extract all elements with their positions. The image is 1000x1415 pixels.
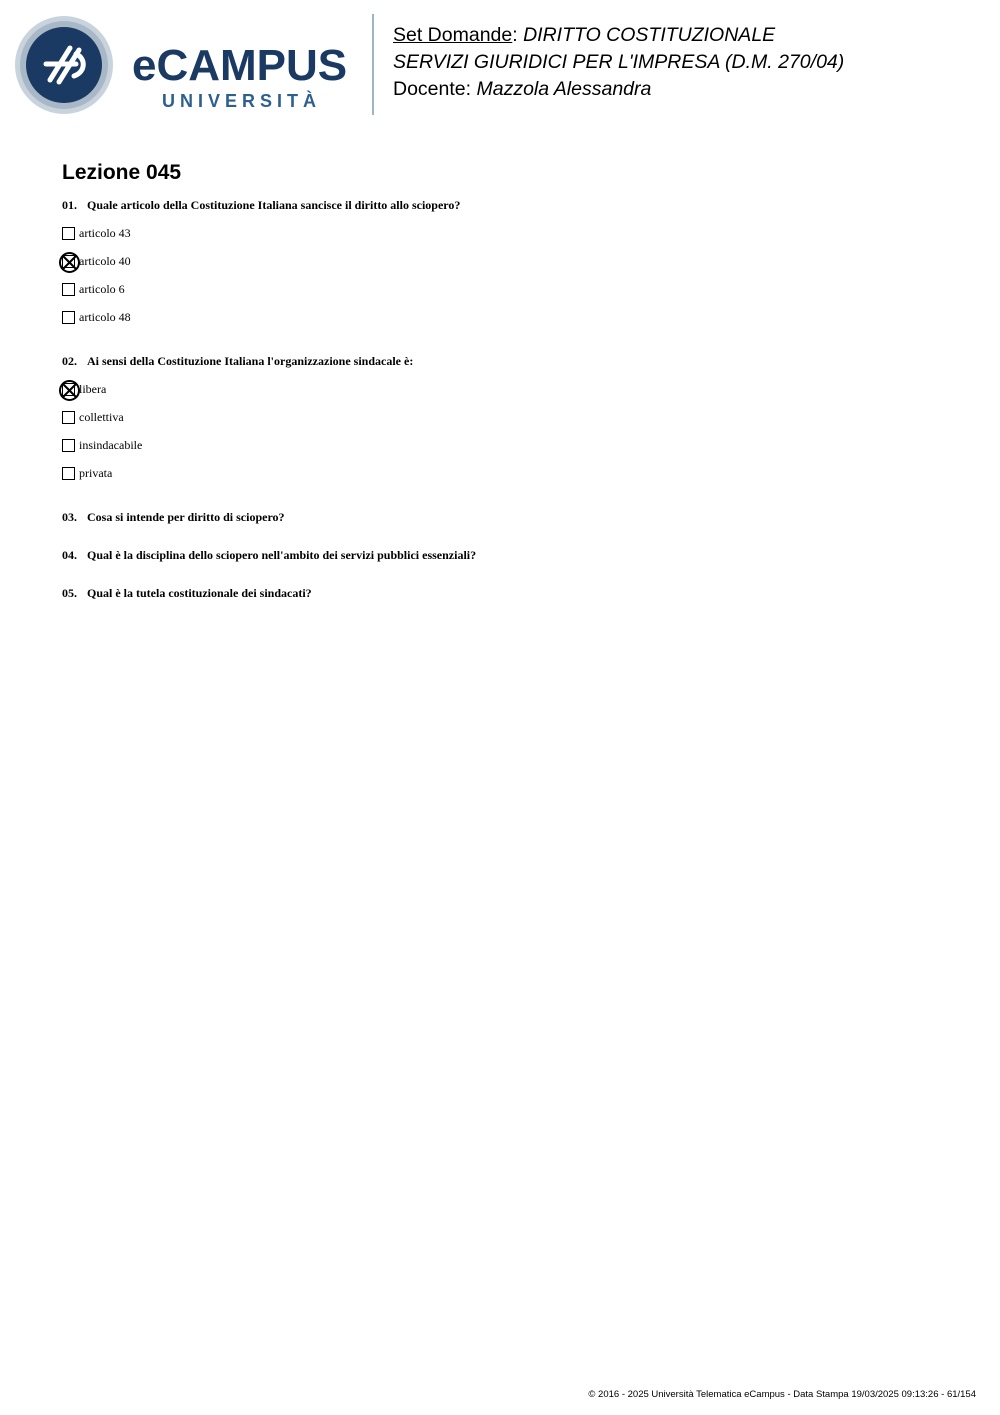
question-text: Cosa si intende per diritto di sciopero?: [87, 510, 285, 524]
answer-option-label: articolo 6: [79, 281, 125, 296]
answer-option-label: articolo 40: [79, 253, 131, 268]
checked-checkbox[interactable]: [62, 383, 75, 396]
question-number: 02.: [62, 354, 77, 368]
question-text: Qual è la disciplina dello sciopero nell'ambito dei servizi pubblici essenziali?: [87, 548, 477, 562]
checked-checkbox[interactable]: [62, 255, 75, 268]
answer-option[interactable]: [62, 247, 942, 275]
question-4: [62, 547, 942, 563]
answer-option[interactable]: [62, 403, 942, 431]
docente-label: Docente:: [393, 78, 472, 100]
logo-sub-text: UNIVERSITÀ: [162, 91, 322, 111]
checkbox[interactable]: [62, 439, 75, 452]
checkbox[interactable]: [62, 227, 75, 240]
logo-brand-text: eCAMPUS: [132, 41, 348, 90]
answer-option-label: articolo 43: [79, 225, 131, 240]
answer-option-label: insindacabile: [79, 437, 143, 452]
header-divider: [372, 14, 374, 115]
question-number: 05.: [62, 586, 77, 600]
question-number: 03.: [62, 510, 77, 524]
question-text-row: [62, 509, 942, 525]
answer-option[interactable]: [62, 431, 942, 459]
checkbox[interactable]: [62, 411, 75, 424]
question-5: [62, 585, 942, 601]
answer-option-label: privata: [79, 465, 113, 480]
answer-option[interactable]: [62, 459, 942, 487]
footer-text: © 2016 - 2025 Università Telematica eCampus - Data Stampa 19/03/2025 09:13:26 - 61/154: [588, 1389, 976, 1400]
question-text: Quale articolo della Costituzione Italiana sancisce il diritto allo sciopero?: [87, 198, 461, 212]
answer-option[interactable]: [62, 375, 942, 403]
course-title-line1: DIRITTO COSTITUZIONALE: [523, 24, 776, 46]
question-text-row: [62, 197, 942, 213]
answer-options: [62, 375, 942, 487]
checkbox[interactable]: [62, 283, 75, 296]
question-3: [62, 509, 942, 525]
answer-option-label: articolo 48: [79, 309, 131, 324]
answer-option[interactable]: [62, 219, 942, 247]
x-mark-icon: [58, 251, 81, 274]
question-text-row: [62, 585, 942, 601]
answer-options: [62, 219, 942, 331]
answer-option[interactable]: [62, 303, 942, 331]
header-line-3: [393, 76, 844, 103]
answer-option[interactable]: [62, 275, 942, 303]
x-mark-icon: [58, 379, 81, 402]
checkbox[interactable]: [62, 311, 75, 324]
answer-option-label: collettiva: [79, 409, 124, 424]
question-1: [62, 197, 942, 331]
set-domande-label: Set Domande: [393, 24, 513, 46]
set-domande-colon: :: [512, 24, 518, 46]
ecampus-logo: [14, 14, 359, 116]
checkbox[interactable]: [62, 467, 75, 480]
question-text: Qual è la tutela costituzionale dei sindacati?: [87, 586, 312, 600]
question-text: Ai sensi della Costituzione Italiana l'organizzazione sindacale è:: [87, 354, 414, 368]
question-number: 01.: [62, 198, 77, 212]
question-list: [62, 197, 942, 623]
header-line-1: [393, 22, 844, 49]
answer-option-label: libera: [79, 381, 107, 396]
question-text-row: [62, 353, 942, 369]
question-number: 04.: [62, 548, 77, 562]
header-info: [393, 22, 844, 103]
lesson-title: Lezione 045: [62, 161, 182, 184]
docente-name: Mazzola Alessandra: [476, 78, 652, 100]
question-2: [62, 353, 942, 487]
course-title-line2: SERVIZI GIURIDICI PER L'IMPRESA (D.M. 270/04): [393, 51, 845, 73]
question-text-row: [62, 547, 942, 563]
